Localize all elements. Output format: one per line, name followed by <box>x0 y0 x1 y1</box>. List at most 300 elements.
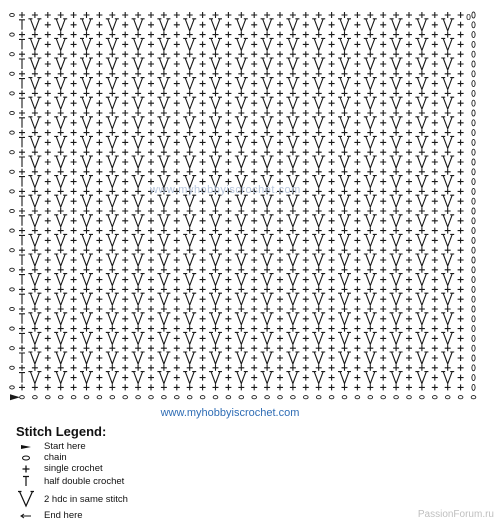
v-stitch <box>338 254 351 266</box>
sc-stitch <box>419 345 425 351</box>
sc-stitch <box>316 51 322 57</box>
sc-stitch <box>303 384 309 390</box>
v-stitch <box>261 156 274 168</box>
v-stitch <box>28 372 41 384</box>
sc-stitch <box>290 326 296 332</box>
sc-stitch <box>458 139 464 145</box>
sc-stitch <box>303 100 309 106</box>
sc-stitch <box>445 365 451 371</box>
sc-stitch <box>303 81 309 87</box>
v-stitch <box>209 97 222 109</box>
v-stitch <box>209 117 222 129</box>
sc-stitch <box>58 90 64 96</box>
sc-stitch <box>238 286 244 292</box>
sc-stitch <box>432 365 438 371</box>
sc-stitch <box>161 169 167 175</box>
v-stitch <box>441 372 454 384</box>
sc-stitch <box>122 100 128 106</box>
v-stitch <box>209 156 222 168</box>
sc-stitch <box>342 110 348 116</box>
v-stitch <box>441 293 454 305</box>
sc-stitch <box>329 218 335 224</box>
hdc-stitch <box>19 235 25 245</box>
sc-stitch <box>342 326 348 332</box>
sc-stitch <box>303 41 309 47</box>
v-stitch <box>106 97 119 109</box>
v-stitch <box>338 195 351 207</box>
turning-chain <box>472 179 475 185</box>
sc-stitch <box>380 169 386 175</box>
chain-stitch <box>329 396 334 399</box>
sc-stitch <box>161 208 167 214</box>
v-stitch <box>312 274 325 286</box>
sc-stitch <box>32 286 38 292</box>
sc-stitch <box>432 12 438 18</box>
v-stitch <box>28 136 41 148</box>
sc-stitch <box>213 384 219 390</box>
sc-stitch <box>251 375 257 381</box>
sc-stitch <box>71 71 77 77</box>
sc-stitch <box>303 12 309 18</box>
sc-stitch <box>303 316 309 322</box>
sc-stitch <box>316 267 322 273</box>
sc-stitch <box>380 149 386 155</box>
sc-stitch <box>354 237 360 243</box>
sc-stitch <box>329 335 335 341</box>
sc-stitch <box>96 120 102 126</box>
sc-stitch <box>200 110 206 116</box>
sc-stitch <box>213 306 219 312</box>
sc-stitch <box>458 218 464 224</box>
v-stitch <box>157 117 170 129</box>
chain-stitch <box>278 396 283 399</box>
v-stitch <box>390 352 403 364</box>
v-stitch <box>106 136 119 148</box>
legend-label: half double crochet <box>44 475 125 487</box>
v-stitch <box>28 313 41 325</box>
sc-stitch <box>225 335 231 341</box>
v-stitch <box>80 136 93 148</box>
v-stitch <box>286 372 299 384</box>
sc-stitch <box>277 12 283 18</box>
sc-stitch <box>354 355 360 361</box>
turning-chain <box>472 12 475 18</box>
sc-stitch <box>19 51 25 57</box>
sc-stitch <box>161 228 167 234</box>
sc-stitch <box>84 326 90 332</box>
sc-stitch <box>367 90 373 96</box>
sc-stitch <box>264 110 270 116</box>
sc-stitch <box>329 81 335 87</box>
sc-stitch <box>303 286 309 292</box>
v-stitch <box>54 313 67 325</box>
sc-stitch <box>342 130 348 136</box>
sc-stitch <box>122 120 128 126</box>
sc-stitch <box>71 267 77 273</box>
turning-chain <box>472 188 475 194</box>
sc-stitch <box>19 384 25 390</box>
v-stitch <box>235 332 248 344</box>
chain-stitch <box>20 396 25 399</box>
sc-stitch <box>458 198 464 204</box>
sc-stitch <box>290 110 296 116</box>
sc-stitch <box>329 306 335 312</box>
sc-stitch <box>109 208 115 214</box>
sc-stitch <box>303 71 309 77</box>
sc-stitch <box>58 247 64 253</box>
turning-chain <box>472 120 475 126</box>
sc-stitch <box>19 32 25 38</box>
sc-stitch <box>32 169 38 175</box>
sc-stitch <box>419 51 425 57</box>
v-stitch <box>132 195 145 207</box>
v-stitch <box>390 156 403 168</box>
sc-stitch <box>148 296 154 302</box>
chain-stitch <box>213 396 218 399</box>
sc-stitch <box>71 41 77 47</box>
sc-stitch <box>251 247 257 253</box>
sc-stitch <box>19 130 25 136</box>
sc-stitch <box>277 32 283 38</box>
v-stitch <box>338 176 351 188</box>
sc-stitch <box>303 139 309 145</box>
v-stitch <box>157 313 170 325</box>
sc-stitch <box>109 326 115 332</box>
sc-stitch <box>71 375 77 381</box>
v-stitch <box>80 156 93 168</box>
sc-stitch <box>148 355 154 361</box>
v-stitch <box>28 156 41 168</box>
v-stitch <box>157 38 170 50</box>
sc-stitch <box>96 198 102 204</box>
sc-stitch <box>135 208 141 214</box>
sc-stitch <box>354 384 360 390</box>
sc-stitch <box>342 345 348 351</box>
v-stitch <box>441 176 454 188</box>
v-stitch <box>312 117 325 129</box>
sc-stitch <box>354 286 360 292</box>
sc-stitch <box>148 198 154 204</box>
sc-stitch <box>122 169 128 175</box>
sc-stitch <box>290 32 296 38</box>
v-stitch <box>286 234 299 246</box>
chain-stitch <box>252 396 257 399</box>
chain-stitch <box>458 396 463 399</box>
sc-stitch <box>406 375 412 381</box>
sc-stitch <box>174 267 180 273</box>
sc-stitch <box>122 218 128 224</box>
sc-stitch <box>329 326 335 332</box>
sc-stitch <box>445 267 451 273</box>
sc-stitch <box>251 41 257 47</box>
v-stitch <box>312 19 325 31</box>
sc-stitch <box>174 257 180 263</box>
sc-stitch <box>367 365 373 371</box>
sc-stitch <box>148 267 154 273</box>
sc-stitch <box>71 296 77 302</box>
sc-stitch <box>148 71 154 77</box>
sc-stitch <box>290 90 296 96</box>
plus-icon <box>14 464 38 474</box>
sc-stitch <box>329 237 335 243</box>
sc-stitch <box>251 208 257 214</box>
sc-stitch <box>96 228 102 234</box>
v-stitch <box>390 313 403 325</box>
sc-stitch <box>316 12 322 18</box>
v-stitch <box>415 58 428 70</box>
sc-stitch <box>200 355 206 361</box>
sc-stitch <box>406 81 412 87</box>
sc-stitch <box>445 71 451 77</box>
sc-stitch <box>303 159 309 165</box>
sc-stitch <box>71 120 77 126</box>
sc-stitch <box>200 286 206 292</box>
sc-stitch <box>380 110 386 116</box>
sc-stitch <box>303 149 309 155</box>
sc-stitch <box>329 120 335 126</box>
sc-stitch <box>96 159 102 165</box>
sc-stitch <box>32 345 38 351</box>
sc-stitch <box>200 335 206 341</box>
sc-stitch <box>225 130 231 136</box>
v-stitch <box>209 19 222 31</box>
sc-stitch <box>225 100 231 106</box>
v-stitch <box>312 352 325 364</box>
sc-stitch <box>251 237 257 243</box>
v-stitch <box>286 156 299 168</box>
sc-stitch <box>342 228 348 234</box>
sc-stitch <box>393 90 399 96</box>
sc-stitch <box>303 355 309 361</box>
sc-stitch <box>445 384 451 390</box>
sc-stitch <box>122 179 128 185</box>
sc-stitch <box>458 61 464 67</box>
legend-item-hdc <box>14 474 274 488</box>
sc-stitch <box>380 81 386 87</box>
sc-stitch <box>393 365 399 371</box>
sc-stitch <box>96 218 102 224</box>
sc-stitch <box>109 130 115 136</box>
v-stitch <box>209 352 222 364</box>
sc-stitch <box>148 149 154 155</box>
v-stitch <box>28 215 41 227</box>
sc-stitch <box>32 110 38 116</box>
sc-stitch <box>238 267 244 273</box>
sc-stitch <box>161 32 167 38</box>
sc-stitch <box>45 267 51 273</box>
sc-stitch <box>84 32 90 38</box>
sc-stitch <box>251 51 257 57</box>
v-stitch <box>235 293 248 305</box>
sc-stitch <box>109 247 115 253</box>
v-stitch <box>132 274 145 286</box>
v-stitch <box>441 38 454 50</box>
v-stitch <box>106 38 119 50</box>
v-stitch <box>312 234 325 246</box>
sc-stitch <box>200 149 206 155</box>
sc-stitch <box>251 384 257 390</box>
sc-stitch <box>148 375 154 381</box>
sc-stitch <box>96 384 102 390</box>
watermark-url: www.myhobbyiscrochet.com <box>150 184 301 196</box>
sc-stitch <box>406 257 412 263</box>
sc-stitch <box>45 81 51 87</box>
sc-stitch <box>290 345 296 351</box>
sc-stitch <box>225 12 231 18</box>
v-stitch <box>183 78 196 90</box>
chain-stitch <box>10 347 15 350</box>
sc-stitch <box>225 32 231 38</box>
start-arrow-icon <box>10 394 20 400</box>
sc-stitch <box>303 22 309 28</box>
sc-stitch <box>458 149 464 155</box>
sc-stitch <box>200 12 206 18</box>
v-stitch <box>80 332 93 344</box>
sc-stitch <box>316 130 322 136</box>
sc-stitch <box>342 51 348 57</box>
sc-stitch <box>406 130 412 136</box>
sc-stitch <box>251 120 257 126</box>
v-stitch <box>106 19 119 31</box>
sc-stitch <box>238 149 244 155</box>
sc-stitch <box>406 198 412 204</box>
v-stitch <box>415 117 428 129</box>
sc-stitch <box>303 90 309 96</box>
sc-stitch <box>200 257 206 263</box>
chain-stitch <box>200 396 205 399</box>
v-stitch <box>261 254 274 266</box>
v-stitch <box>364 254 377 266</box>
sc-stitch <box>174 326 180 332</box>
sc-stitch <box>200 41 206 47</box>
turning-chain <box>472 32 475 38</box>
sc-stitch <box>354 335 360 341</box>
sc-stitch <box>225 51 231 57</box>
sc-stitch <box>45 90 51 96</box>
sc-stitch <box>135 247 141 253</box>
sc-stitch <box>458 316 464 322</box>
sc-stitch <box>122 277 128 283</box>
sc-stitch <box>458 110 464 116</box>
turning-chain <box>472 375 475 381</box>
sc-stitch <box>380 61 386 67</box>
sc-stitch <box>161 286 167 292</box>
sc-stitch <box>329 71 335 77</box>
turning-chain <box>472 365 475 371</box>
sc-stitch <box>419 149 425 155</box>
sc-stitch <box>200 139 206 145</box>
turning-chain <box>472 198 475 204</box>
sc-stitch <box>135 90 141 96</box>
v-stitch <box>54 372 67 384</box>
sc-stitch <box>45 120 51 126</box>
sc-stitch <box>419 228 425 234</box>
sc-stitch <box>122 90 128 96</box>
v-stitch <box>441 352 454 364</box>
v-stitch <box>441 136 454 148</box>
sc-stitch <box>122 365 128 371</box>
v-stitch <box>106 234 119 246</box>
sc-stitch <box>393 169 399 175</box>
v-stitch <box>390 136 403 148</box>
sc-stitch <box>45 345 51 351</box>
sc-stitch <box>109 188 115 194</box>
sc-stitch <box>200 61 206 67</box>
sc-stitch <box>225 296 231 302</box>
sc-stitch <box>458 188 464 194</box>
sc-stitch <box>109 267 115 273</box>
sc-stitch <box>458 326 464 332</box>
sc-stitch <box>200 120 206 126</box>
sc-stitch <box>71 277 77 283</box>
sc-stitch <box>84 71 90 77</box>
sc-stitch <box>122 267 128 273</box>
sc-stitch <box>458 71 464 77</box>
sc-stitch <box>174 110 180 116</box>
sc-stitch <box>380 179 386 185</box>
sc-stitch <box>71 247 77 253</box>
v-stitch <box>338 58 351 70</box>
arrow-right-icon <box>14 444 38 450</box>
sc-stitch <box>174 159 180 165</box>
legend-item-end <box>14 510 274 521</box>
sc-stitch <box>354 61 360 67</box>
sc-stitch <box>45 188 51 194</box>
sc-stitch <box>58 71 64 77</box>
sc-stitch <box>96 335 102 341</box>
v-stitch <box>106 332 119 344</box>
v-stitch <box>28 234 41 246</box>
sc-stitch <box>225 365 231 371</box>
sc-stitch <box>135 71 141 77</box>
sc-stitch <box>174 286 180 292</box>
v-stitch <box>54 293 67 305</box>
sc-stitch <box>406 316 412 322</box>
sc-stitch <box>251 12 257 18</box>
sc-stitch <box>329 110 335 116</box>
sc-stitch <box>367 345 373 351</box>
sc-stitch <box>135 149 141 155</box>
sc-stitch <box>96 61 102 67</box>
sc-stitch <box>354 100 360 106</box>
v-stitch <box>364 332 377 344</box>
sc-stitch <box>213 110 219 116</box>
sc-stitch <box>213 228 219 234</box>
hdc-stitch <box>19 255 25 265</box>
sc-stitch <box>148 22 154 28</box>
sc-stitch <box>367 12 373 18</box>
sc-stitch <box>432 257 438 263</box>
v-stitch <box>209 313 222 325</box>
sc-stitch <box>238 32 244 38</box>
sc-stitch <box>432 345 438 351</box>
sc-stitch <box>109 286 115 292</box>
sc-stitch <box>406 12 412 18</box>
sc-stitch <box>58 286 64 292</box>
sc-stitch <box>329 41 335 47</box>
v-stitch <box>415 352 428 364</box>
sc-stitch <box>32 90 38 96</box>
v-stitch <box>441 332 454 344</box>
chain-stitch <box>304 396 309 399</box>
turning-chain <box>472 149 475 155</box>
turning-chain <box>472 277 475 283</box>
sc-stitch <box>445 208 451 214</box>
sc-stitch <box>122 384 128 390</box>
v-stitch <box>261 332 274 344</box>
sc-stitch <box>303 345 309 351</box>
site-url-link[interactable]: www.myhobbyiscrochet.com <box>160 407 300 419</box>
